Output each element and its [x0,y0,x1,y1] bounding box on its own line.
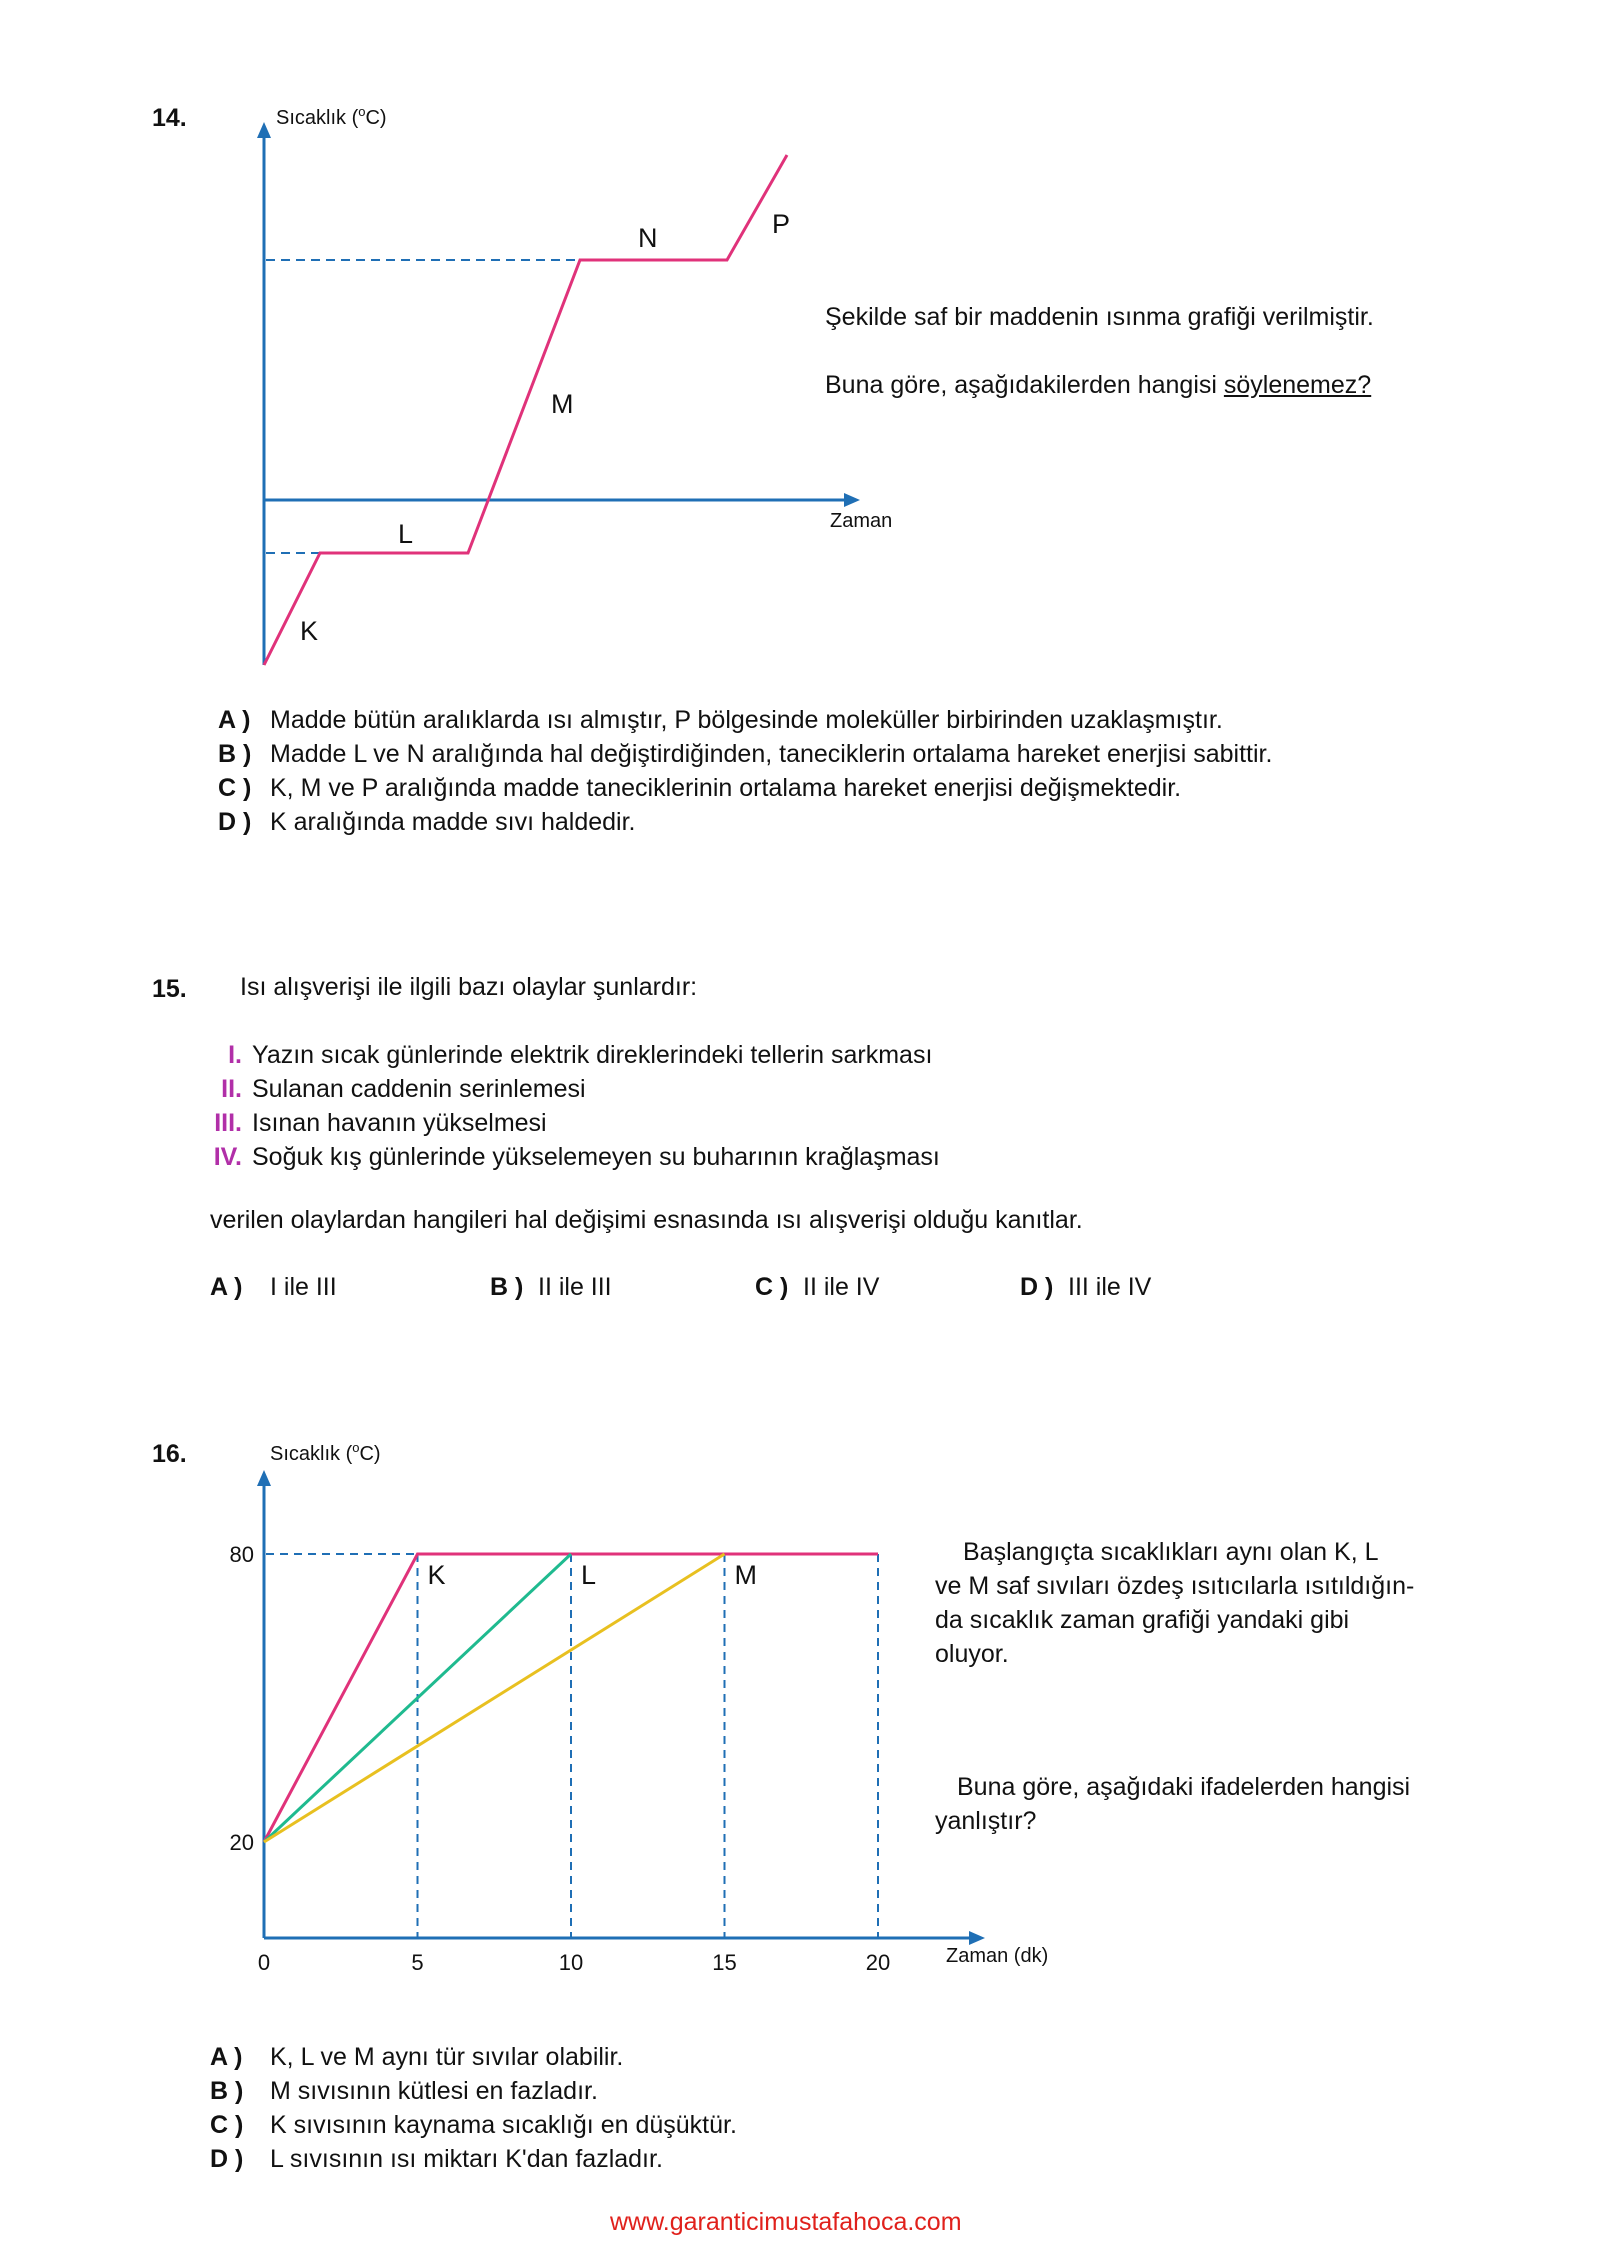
q15-intro: Isı alışverişi ile ilgili bazı olaylar şunlardır: [240,973,698,1001]
q16-x-tick-20: 20 [865,1950,891,1975]
q16-temperature-chart [210,1420,1090,1980]
q16-series-label-m: M [734,1560,757,1590]
q15-option-b[interactable] [490,1270,612,1304]
q16-description-1 [935,1535,1414,1671]
option-text: I ile III [270,1273,337,1301]
q14-option-d[interactable] [218,805,1272,839]
question-16-number: 16. [152,1440,187,1468]
option-text: II ile IV [803,1273,880,1301]
option-letter: C ) [210,2111,244,2139]
option-letter: D ) [218,808,252,836]
q16-desc1-line-2: ve M saf sıvıları özdeş ısıtıcılarla ısıtıldığın- [935,1572,1415,1600]
q14-segment-label-m: M [551,389,574,419]
item-text: Sulanan caddenin serinlemesi [252,1075,586,1103]
q16-y-label: Sıcaklık ($^o$C) [270,1440,381,1465]
q16-x-tick-5: 5 [411,1950,424,1975]
question-15-number: 15. [152,975,187,1003]
q16-desc1-line-3: da sıcaklık zaman grafiği yandaki gibi [935,1606,1350,1634]
q15-item-2 [190,1072,940,1106]
option-text: K, M ve P aralığında madde taneciklerinin ortalama hareket enerjisi değişmektedir. [270,774,1182,802]
q16-x-axis-arrow [969,1931,985,1945]
q16-series-label-l: L [581,1560,597,1590]
option-letter: D ) [210,2145,244,2173]
option-text: K, L ve M aynı tür sıvılar olabilir. [270,2043,624,2071]
q16-option-a[interactable] [210,2040,737,2074]
footer-website-link[interactable]: www.garanticimustafahoca.com [610,2208,962,2236]
option-text: Madde L ve N aralığında hal değiştirdiğinden, taneciklerin ortalama hareket enerjisi sabittir. [270,740,1273,768]
q16-x-tick-0: 0 [257,1950,271,1975]
q14-segment-label-n: N [638,223,658,253]
roman-numeral: IV. [213,1143,242,1171]
option-text: II ile III [538,1273,612,1301]
roman-numeral: III. [214,1109,242,1137]
q14-description-2 [825,368,1371,402]
item-text: Isınan havanın yükselmesi [252,1109,547,1137]
q14-y-axis-arrow [257,122,271,138]
question-14-number: 14. [152,104,187,132]
q15-option-d[interactable] [1020,1270,1151,1304]
option-letter: B ) [210,2077,244,2105]
q16-series-line-m [264,1554,725,1842]
option-letter: C ) [218,774,252,802]
q15-item-4 [190,1140,940,1174]
q15-option-c[interactable] [755,1270,879,1304]
q16-y-tick-20: 20 [229,1830,254,1855]
q16-desc2-line-1: Buna göre, aşağıdaki ifadelerden hangisi [957,1773,1411,1801]
q14-heating-curve [264,155,787,665]
option-letter: A ) [210,1273,243,1301]
q16-x-label: Zaman (dk) [946,1945,1049,1967]
option-text: Madde bütün aralıklarda ısı almıştır, P bölgesinde moleküller birbirinden uzaklaşmıştır. [270,706,1223,734]
q16-option-d[interactable] [210,2142,737,2176]
q16-series-label-k: K [427,1560,446,1590]
q14-segment-label-l: L [398,519,414,549]
q16-y-axis-arrow [257,1470,271,1486]
option-letter: D ) [1020,1273,1054,1301]
q15-item-3 [190,1106,940,1140]
q16-option-b[interactable] [210,2074,737,2108]
option-text: K aralığında madde sıvı haldedir. [270,808,636,836]
q16-options [210,2040,737,2176]
q16-desc2-line-2: yanlıştır? [935,1807,1037,1835]
q14-heating-chart [240,95,893,685]
q16-description-2 [935,1770,1410,1838]
option-text: L sıvısının ısı miktarı K'dan fazladır. [270,2145,663,2173]
q14-question-prefix: Buna göre, aşağıdakilerden hangisi [825,371,1224,399]
q16-option-c[interactable] [210,2108,737,2142]
q14-options [218,703,1272,839]
q16-x-tick-15: 15 [712,1950,737,1975]
q16-desc1-line-1: Başlangıçta sıcaklıkları aynı olan K, L [963,1538,1379,1566]
q14-description-1: Şekilde saf bir maddenin ısınma grafiği verilmiştir. [825,303,1374,331]
q14-question-underlined: söylenemez? [1223,371,1372,399]
option-text: K sıvısının kaynama sıcaklığı en düşüktür. [270,2111,737,2139]
option-text: III ile IV [1068,1273,1152,1301]
q14-segment-label-k: K [300,616,319,646]
q14-segment-label-p: P [772,209,791,239]
option-text: M sıvısının kütlesi en fazladır. [270,2077,598,2105]
option-letter: A ) [218,706,251,734]
q15-items [190,1038,940,1174]
q14-x-label: Zaman [830,510,893,532]
q15-question: verilen olaylardan hangileri hal değişimi esnasında ısı alışverişi olduğu kanıtlar. [210,1206,1083,1234]
q15-item-1 [190,1038,940,1072]
item-text: Yazın sıcak günlerinde elektrik direklerindeki tellerin sarkması [252,1041,933,1069]
q16-y-tick-80: 80 [229,1542,254,1567]
q16-guides [266,1554,878,1938]
option-letter: C ) [755,1273,789,1301]
q14-option-b[interactable] [218,737,1272,771]
q14-option-c[interactable] [218,771,1272,805]
option-letter: A ) [210,2043,243,2071]
roman-numeral: II. [221,1075,242,1103]
q16-ticks [230,1542,891,1975]
q16-desc1-line-4: oluyor. [935,1640,1009,1668]
option-letter: B ) [218,740,252,768]
q14-y-label: Sıcaklık ($^o$C) [276,104,387,129]
roman-numeral: I. [228,1041,242,1069]
option-letter: B ) [490,1273,524,1301]
q14-x-axis-arrow [844,493,860,507]
q15-option-a[interactable] [210,1270,337,1304]
q14-option-a[interactable] [218,703,1272,737]
q16-x-tick-10: 10 [558,1950,584,1975]
item-text: Soğuk kış günlerinde yükselemeyen su buharının krağlaşması [252,1143,940,1171]
